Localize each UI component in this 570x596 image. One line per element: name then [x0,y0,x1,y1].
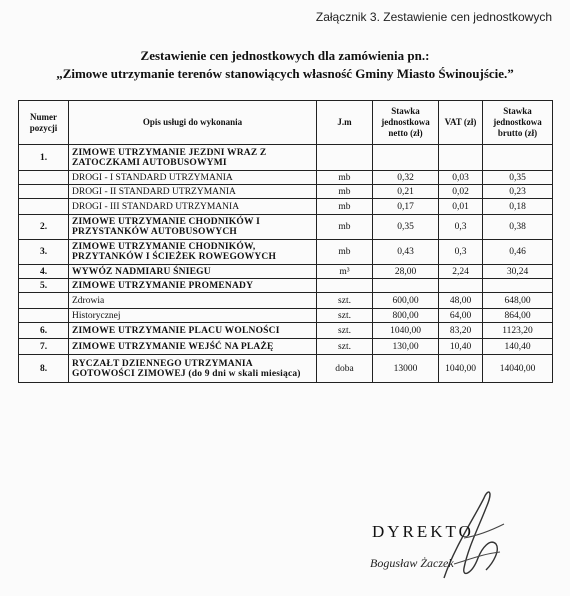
row-position: 3. [19,240,69,265]
table-row [19,309,553,323]
table-row [19,339,553,355]
row-vat: 64,00 [439,309,483,323]
table-row [19,293,553,309]
row-position: 4. [19,265,69,279]
row-description-line: ZIMOWE UTRZYMANIE JEZDNI WRAZ Z [72,147,267,158]
row-description-line: DROGI - II STANDARD UTRZYMANIA [72,186,236,197]
header-unit: J.m [317,101,373,145]
row-net-price: 0,17 [373,199,439,215]
row-description [69,199,317,215]
row-unit: mb [317,215,373,240]
row-position [19,185,69,199]
row-position: 1. [19,145,69,171]
row-description-line: ZIMOWE UTRZYMANIE PROMENADY [72,280,254,291]
row-description [69,355,317,383]
row-gross-price [483,279,553,293]
row-gross-price [483,145,553,171]
row-description-line: PRZYSTANKÓW AUTOBUSOWYCH [72,227,238,237]
row-gross-price: 30,24 [483,265,553,279]
table-row [19,323,553,339]
row-gross-price: 14040,00 [483,355,553,383]
row-gross-price: 648,00 [483,293,553,309]
row-description [69,215,317,240]
row-net-price: 800,00 [373,309,439,323]
row-net-price: 0,35 [373,215,439,240]
row-unit: mb [317,240,373,265]
row-description [69,339,317,355]
row-description [69,323,317,339]
row-position [19,199,69,215]
row-net-price: 130,00 [373,339,439,355]
row-gross-price: 0,23 [483,185,553,199]
row-position [19,293,69,309]
row-unit: szt. [317,309,373,323]
row-vat [439,279,483,293]
table-row [19,185,553,199]
row-gross-price: 0,18 [483,199,553,215]
row-description [69,265,317,279]
row-unit [317,145,373,171]
row-gross-price: 864,00 [483,309,553,323]
row-position: 5. [19,279,69,293]
row-position [19,309,69,323]
row-net-price [373,279,439,293]
table-row [19,145,553,171]
row-unit: szt. [317,339,373,355]
row-description-line: DROGI - III STANDARD UTRZYMANIA [72,201,240,212]
document-subtitle: „Zimowe utrzymanie terenów stanowiących własność Gminy Miasto Świnoujście.” [56,66,514,81]
row-description-line: ZATOCZKAMI AUTOBUSOWYMI [72,157,227,168]
row-description [69,145,317,171]
table-row [19,355,553,383]
row-net-price: 13000 [373,355,439,383]
row-net-price: 0,32 [373,171,439,185]
row-net-price: 0,21 [373,185,439,199]
row-description-line: ZIMOWE UTRZYMANIE CHODNIKÓW, [72,242,256,252]
row-vat: 83,20 [439,323,483,339]
row-gross-price: 1123,20 [483,323,553,339]
header-position: Numer pozycji [19,101,69,145]
header-net-price: Stawka jednostkowa netto (zł) [373,101,439,145]
row-gross-price: 0,46 [483,240,553,265]
row-vat: 0,3 [439,240,483,265]
row-unit: mb [317,199,373,215]
header-gross-price: Stawka jednostkowa brutto (zł) [483,101,553,145]
row-description [69,185,317,199]
row-vat: 0,02 [439,185,483,199]
row-net-price [373,145,439,171]
row-description-line: PRZYTANKÓW I ŚCIEŻEK ROWEGOWYCH [72,252,277,262]
table-row [19,199,553,215]
row-description-line: ZIMOWE UTRZYMANIE PLACU WOLNOŚCI [72,325,280,336]
row-description-line: WYWÓZ NADMIARU ŚNIEGU [72,266,211,277]
row-position: 7. [19,339,69,355]
row-position: 6. [19,323,69,339]
row-vat [439,145,483,171]
row-position: 2. [19,215,69,240]
row-gross-price: 140,40 [483,339,553,355]
table-header-row [19,101,553,145]
row-unit: mb [317,185,373,199]
row-description-line: ZIMOWE UTRZYMANIE WEJŚĆ NA PLAŻĘ [72,341,274,352]
row-vat: 0,01 [439,199,483,215]
price-table [18,100,553,383]
header-vat: VAT (zł) [439,101,483,145]
row-description-line: DROGI - I STANDARD UTRZYMANIA [72,172,233,183]
document-title: Zestawienie cen jednostkowych dla zamówienia pn.: [140,48,430,63]
row-description-line: ZIMOWE UTRZYMANIE CHODNIKÓW I [72,217,260,227]
row-unit: szt. [317,293,373,309]
table-row [19,215,553,240]
row-unit [317,279,373,293]
row-gross-price: 0,35 [483,171,553,185]
row-unit: mb [317,171,373,185]
row-vat: 1040,00 [439,355,483,383]
row-description [69,293,317,309]
row-vat: 2,24 [439,265,483,279]
row-description-line: Zdrowia [72,295,105,306]
row-unit: szt. [317,323,373,339]
row-vat: 10,40 [439,339,483,355]
signature-title: DYREKTO [372,522,474,541]
row-net-price: 28,00 [373,265,439,279]
row-description-line: RYCZAŁT DZIENNEGO UTRZYMANIA [72,358,253,369]
row-position [19,171,69,185]
row-net-price: 600,00 [373,293,439,309]
header-description: Opis usługi do wykonania [69,101,317,145]
row-unit: m³ [317,265,373,279]
annex-label: Załącznik 3. Zestawienie cen jednostkowych [315,10,552,24]
row-net-price: 1040,00 [373,323,439,339]
row-vat: 48,00 [439,293,483,309]
row-description-line: GOTOWOŚCI ZIMOWEJ (do 9 dni w skali miesiąca) [72,368,301,379]
table-row [19,279,553,293]
signature-name: Bogusław Żaczek [370,556,454,570]
row-description [69,171,317,185]
table-row [19,240,553,265]
table-row [19,265,553,279]
table-row [19,171,553,185]
row-vat: 0,03 [439,171,483,185]
row-description-line: Historycznej [72,310,121,321]
row-net-price: 0,43 [373,240,439,265]
row-description [69,240,317,265]
row-vat: 0,3 [439,215,483,240]
row-position: 8. [19,355,69,383]
row-description [69,309,317,323]
row-unit: doba [317,355,373,383]
row-description [69,279,317,293]
row-gross-price: 0,38 [483,215,553,240]
